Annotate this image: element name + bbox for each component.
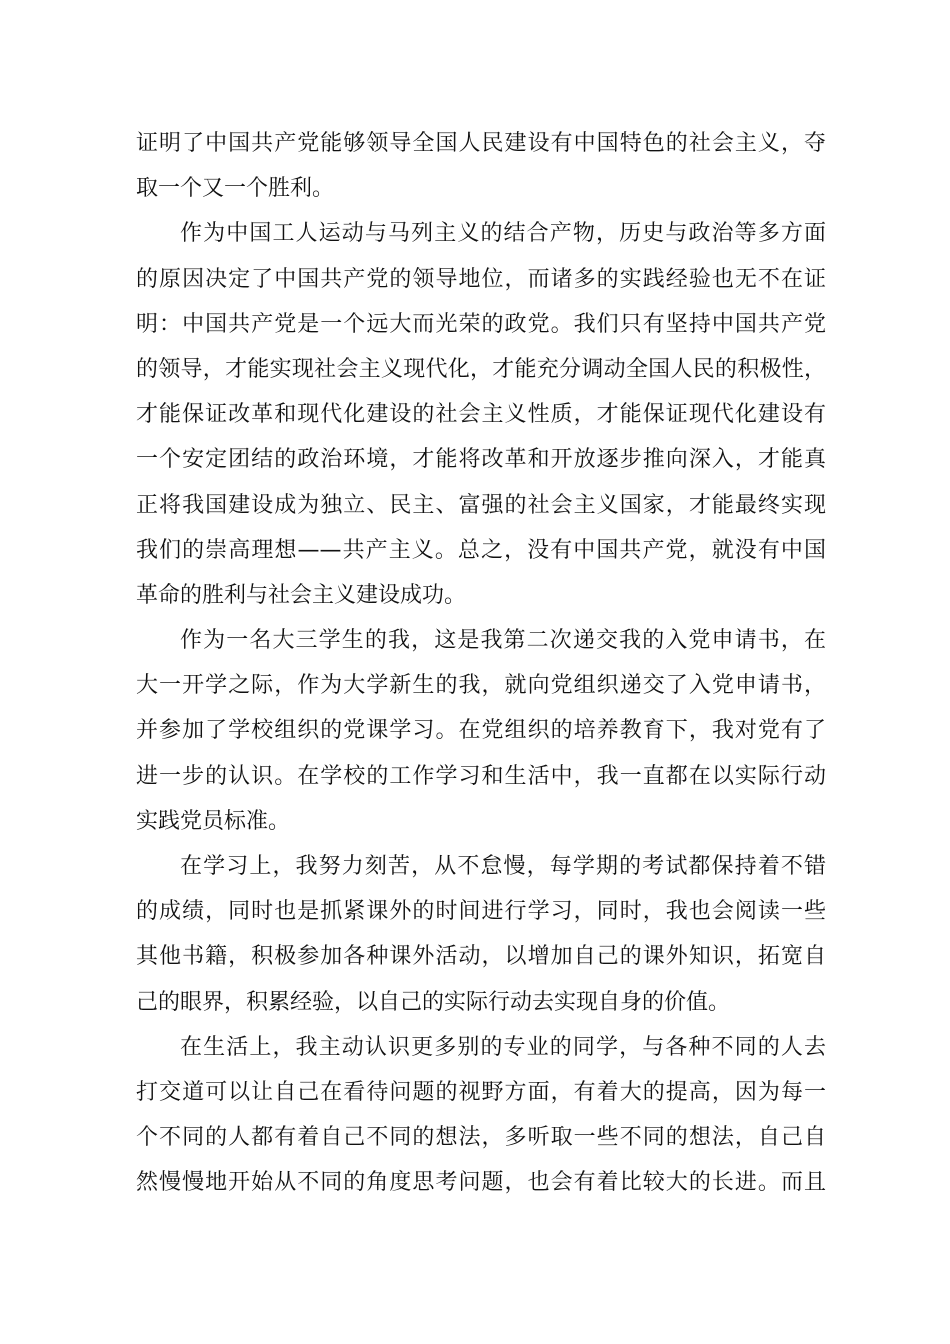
text-line: 作为中国工人运动与马列主义的结合产物，历史与政治等多方面 — [180, 221, 826, 247]
text-line: 打交道可以让自己在看待问题的视野方面，有着大的提高，因为每一 — [136, 1079, 826, 1105]
text-line: 取一个又一个胜利。 — [136, 176, 335, 202]
paragraph-5 — [136, 1025, 826, 1206]
text-line: 正将我国建设成为独立、民主、富强的社会主义国家，才能最终实现 — [136, 492, 826, 518]
paragraph-1 — [136, 121, 826, 211]
text-line: 个不同的人都有着自己不同的想法，多听取一些不同的想法，自己自 — [136, 1125, 826, 1151]
text-line: 在学习上，我努力刻苦，从不怠慢，每学期的考试都保持着不错 — [180, 854, 826, 879]
text-line: 然慢慢地开始从不同的角度思考问题，也会有着比较大的长进。而且 — [136, 1170, 826, 1196]
text-line: 己的眼界，积累经验，以自己的实际行动去实现自身的价值。 — [136, 989, 731, 1015]
text-line: 革命的胜利与社会主义建设成功。 — [136, 582, 467, 608]
text-line: 证明了中国共产党能够领导全国人民建设有中国特色的社会主义，夺 — [136, 131, 826, 156]
text-line: 我们的崇高理想——共产主义。总之，没有中国共产党，就没有中国 — [136, 537, 826, 563]
paragraph-3 — [136, 618, 826, 844]
text-line: 作为一名大三学生的我，这是我第二次递交我的入党申请书，在 — [180, 628, 826, 654]
text-line: 一个安定团结的政治环境，才能将改革和开放逐步推向深入，才能真 — [136, 447, 826, 473]
text-line: 才能保证改革和现代化建设的社会主义性质，才能保证现代化建设有 — [136, 402, 826, 428]
text-line: 进一步的认识。在学校的工作学习和生活中，我一直都在以实际行动 — [136, 763, 826, 789]
text-line: 明：中国共产党是一个远大而光荣的政党。我们只有坚持中国共产党 — [136, 311, 826, 337]
document-body — [136, 121, 826, 1206]
text-line: 实践党员标准。 — [136, 808, 291, 834]
paragraph-2 — [136, 211, 826, 618]
text-line: 的领导，才能实现社会主义现代化，才能充分调动全国人民的积极性， — [136, 356, 826, 382]
text-line: 其他书籍，积极参加各种课外活动，以增加自己的课外知识，拓宽自 — [136, 944, 826, 970]
text-line: 大一开学之际，作为大学新生的我，就向党组织递交了入党申请书， — [136, 673, 826, 699]
text-line: 在生活上，我主动认识更多别的专业的同学，与各种不同的人去 — [180, 1034, 826, 1060]
text-line: 的原因决定了中国共产党的领导地位，而诸多的实践经验也无不在证 — [136, 266, 826, 292]
text-line: 并参加了学校组织的党课学习。在党组织的培养教育下，我对党有了 — [136, 718, 826, 744]
paragraph-4 — [136, 844, 826, 1025]
text-line: 的成绩，同时也是抓紧课外的时间进行学习，同时，我也会阅读一些 — [136, 899, 826, 925]
